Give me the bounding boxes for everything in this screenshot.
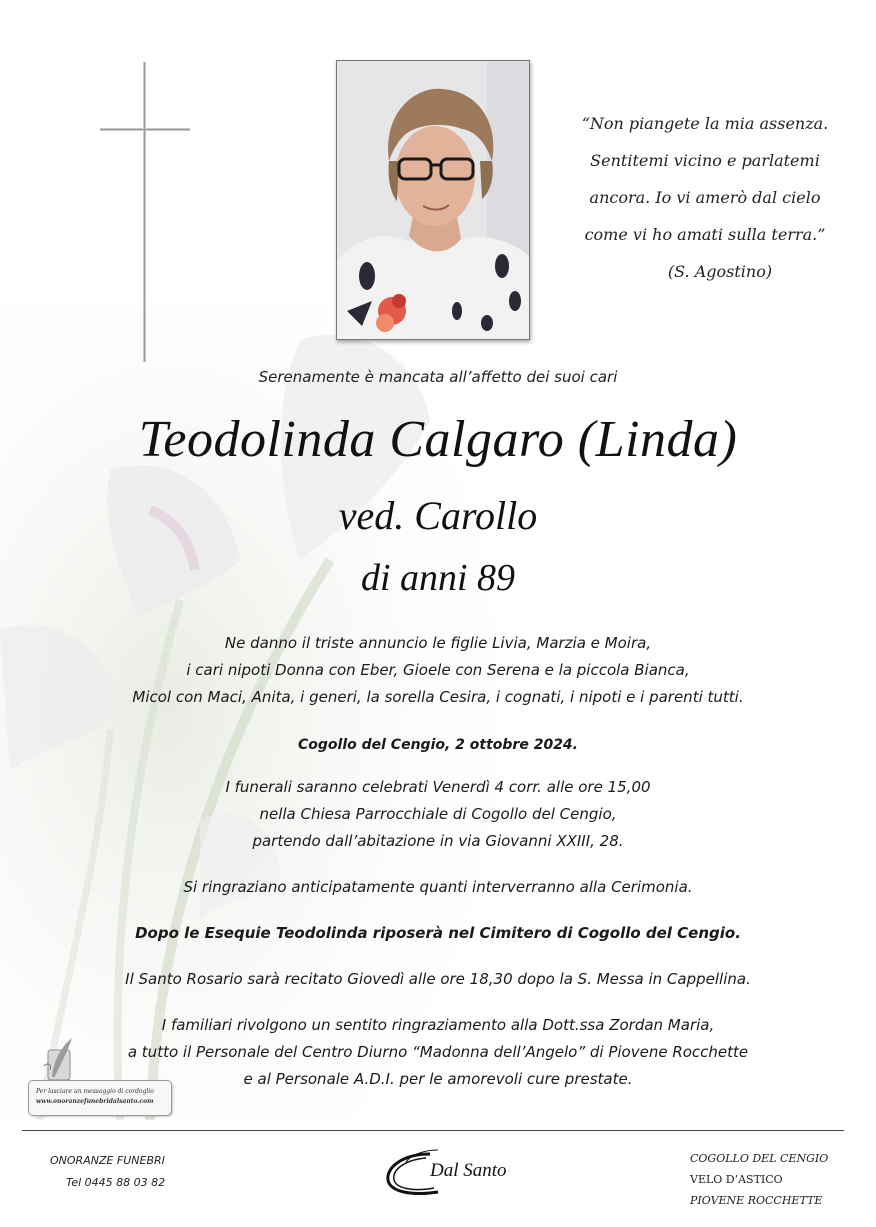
logo-text: Dal Santo bbox=[430, 1160, 507, 1181]
widow-of: ved. Carollo bbox=[338, 493, 538, 538]
burial-text bbox=[0, 920, 876, 947]
cross-icon bbox=[100, 62, 190, 362]
thanks-text bbox=[0, 874, 876, 901]
thanks-line: Si ringraziano anticipatamente quanti interverranno alla Cerimonia. bbox=[183, 878, 693, 896]
portrait-photo bbox=[336, 60, 530, 340]
footer-company bbox=[50, 1150, 165, 1194]
deceased-name: Teodolinda Calgaro (Linda) bbox=[138, 411, 738, 468]
quote-line: “Non piangete la mia assenza. bbox=[581, 114, 829, 133]
family-thanks-line: e al Personale A.D.I. per le amorevoli cure prestate. bbox=[243, 1070, 633, 1088]
company-phone: Tel 0445 88 03 82 bbox=[66, 1176, 166, 1189]
family-thanks-line: a tutto il Personale del Centro Diurno “Madonna dell’Angelo” di Piovene Rocchette bbox=[127, 1043, 749, 1061]
rosary-line: Il Santo Rosario sarà recitato Giovedì alle ore 18,30 dopo la S. Messa in Cappellina. bbox=[125, 970, 751, 988]
location-item: VELO D’ASTICO bbox=[690, 1173, 783, 1186]
rosary-text bbox=[0, 966, 876, 993]
location-item: COGOLLO DEL CENGIO bbox=[690, 1152, 829, 1165]
deceased-age: di anni 89 bbox=[360, 557, 516, 599]
announcement-line: Ne danno il triste annuncio le figlie Livia, Marzia e Moira, bbox=[224, 634, 652, 652]
location-item: PIOVENE ROCCHETTE bbox=[690, 1194, 823, 1207]
quote-author: (S. Agostino) bbox=[667, 262, 773, 281]
announcement-line: i cari nipoti Donna con Eber, Gioele con Serena e la piccola Bianca, bbox=[186, 661, 690, 679]
announcement-block bbox=[0, 630, 876, 711]
announcement-line: Micol con Maci, Anita, i generi, la sorella Cesira, i cognati, i nipoti e i parenti tutti. bbox=[132, 688, 744, 706]
burial-line: Dopo le Esequie Teodolinda riposerà nel Cimitero di Cogollo del Cengio. bbox=[135, 924, 741, 942]
funeral-block bbox=[0, 774, 876, 855]
company-title: ONORANZE FUNEBRI bbox=[50, 1154, 165, 1167]
funeral-line: I funerali saranno celebrati Venerdì 4 corr. alle ore 15,00 bbox=[225, 778, 651, 796]
funeral-line: nella Chiesa Parrocchiale di Cogollo del Cengio, bbox=[259, 805, 617, 823]
place-date bbox=[0, 732, 876, 759]
intro-text: Serenamente è mancata all’affetto dei suoi cari bbox=[258, 368, 618, 386]
quote-line: ancora. Io vi amerò dal cielo bbox=[589, 188, 821, 207]
condolence-message-link[interactable] bbox=[28, 1036, 170, 1116]
family-thanks-line: I familiari rivolgono un sentito ringraziamento alla Dott.ssa Zordan Maria, bbox=[161, 1016, 715, 1034]
quote-line: Sentitemi vicino e parlatemi bbox=[590, 151, 820, 170]
funeral-line: partendo dall’abitazione in via Giovanni XXIII, 28. bbox=[252, 832, 624, 850]
quote-line: come vi ho amati sulla terra.” bbox=[584, 225, 826, 244]
place-date-text: Cogollo del Cengio, 2 ottobre 2024. bbox=[298, 737, 578, 753]
footer-divider bbox=[22, 1130, 844, 1131]
quill-scroll-icon bbox=[38, 1036, 78, 1082]
condolence-url[interactable]: www.onoranzefunebridalsanto.com bbox=[36, 1098, 154, 1105]
condolence-label: Per lasciare un messaggio di cordoglio bbox=[36, 1088, 154, 1095]
footer-locations bbox=[690, 1148, 828, 1211]
quote-block bbox=[560, 105, 850, 290]
